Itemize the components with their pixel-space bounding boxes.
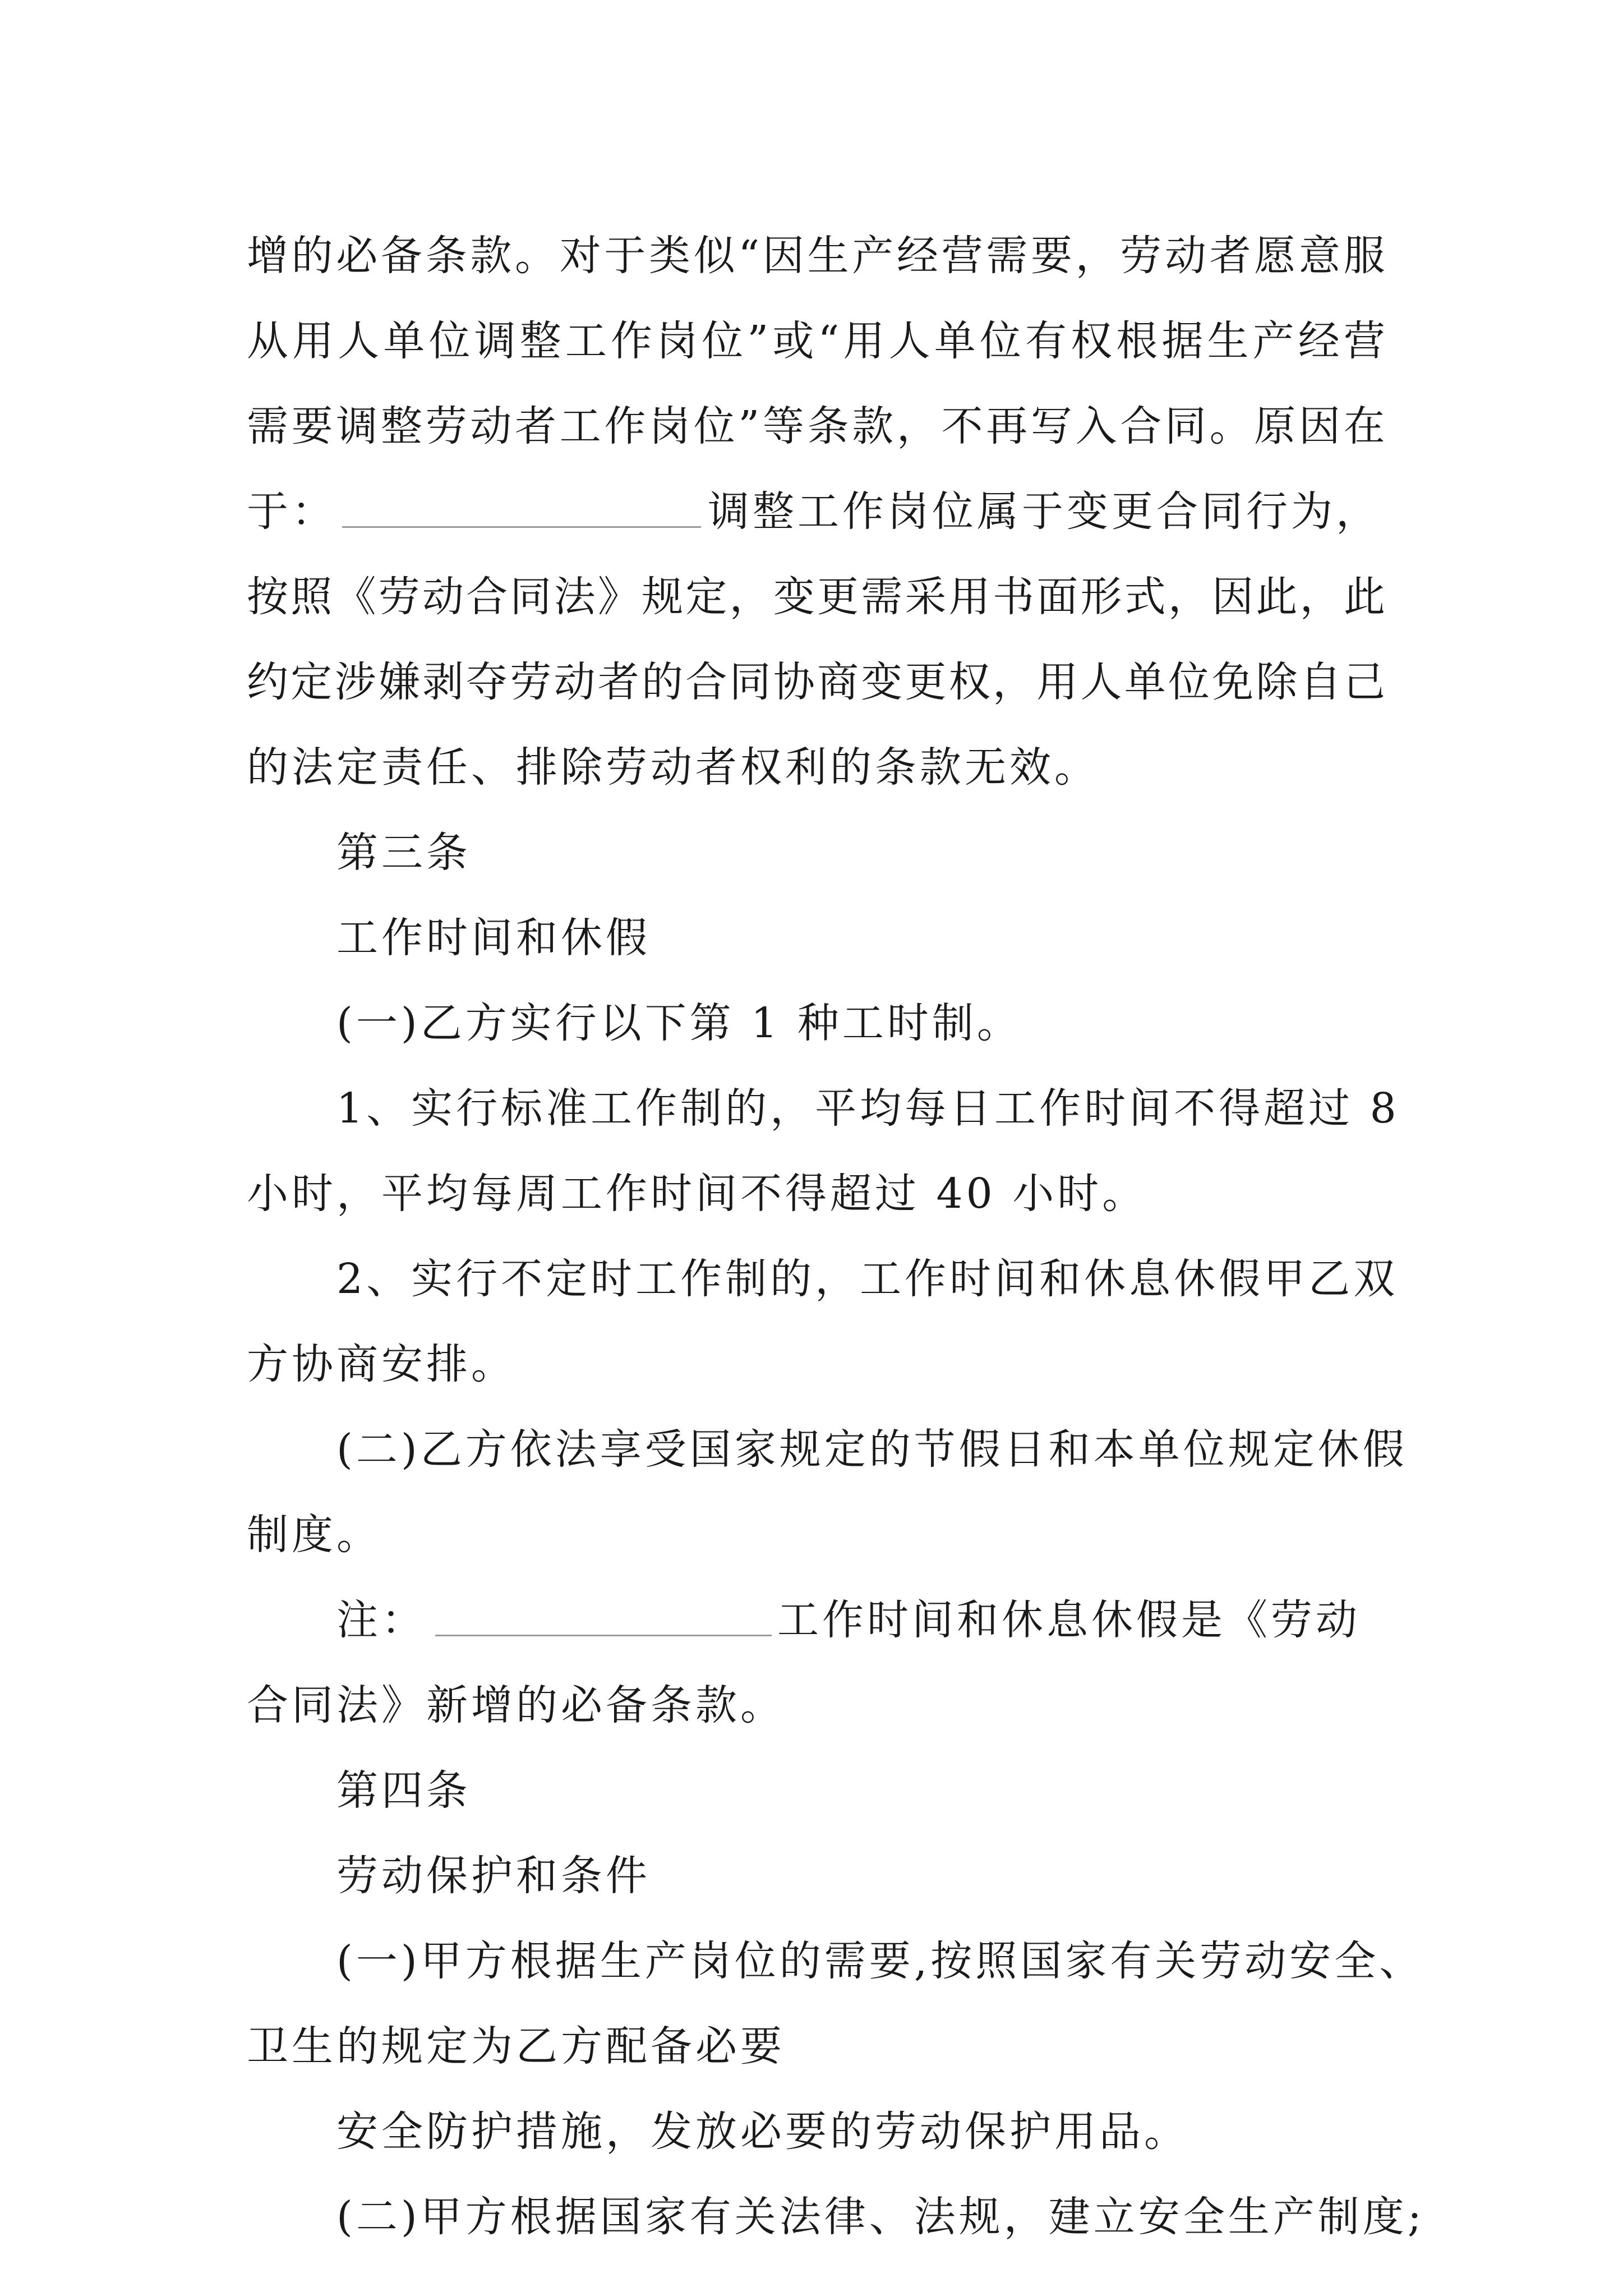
paragraph-line: 卫生的规定为乙方配备必要	[247, 2022, 785, 2070]
article-title: 劳动保护和条件	[336, 1852, 651, 1900]
paragraph-line: 需 要 调 整 劳 动 者 工 作 岗 位 ” 等 条 款 ， 不 再 写 入 合 同 。 原 因 在	[247, 402, 1385, 450]
paragraph-line: 方协商安排。	[247, 1340, 516, 1388]
note-line-with-blank	[247, 1577, 1385, 1663]
clause-line: (一)甲方根据生产岗位的需要,按照国家有关劳动安全、	[336, 1937, 1424, 1985]
paragraph-line: 合同法》新增的必备条款。	[247, 1681, 785, 1729]
clause-line: (一)乙方实行以下第 1 种工时制。	[336, 999, 1022, 1047]
article-title: 工作时间和休假	[336, 914, 651, 962]
note-prefix-text: 注：	[336, 1596, 426, 1644]
clause-line: 2、实行不定时工作制的，工作时间和休息休假甲乙双	[336, 1255, 1399, 1303]
fill-in-blank[interactable]	[435, 1593, 772, 1636]
line-suffix-text: 调整工作岗位属于变更合同行为，	[708, 487, 1381, 536]
paragraph-line: 小时，平均每周工作时间不得超过 40 小时。	[247, 1170, 1147, 1218]
paragraph-line: 的法定责任、排除劳动者权利的条款无效。	[247, 743, 1099, 792]
paragraph-line: 约 定 涉 嫌 剥 夺 劳 动 者 的 合 同 协 商 变 更 权 ， 用 人 单 位 免 除 自 己	[247, 658, 1385, 706]
clause-line: (二)乙方依法享受国家规定的节假日和本单位规定休假	[336, 1425, 1408, 1474]
paragraph-line-with-blank	[247, 469, 1385, 554]
note-suffix-text: 工作时间和休息休假是《劳动	[777, 1596, 1361, 1644]
article-heading: 第四条	[336, 1766, 471, 1815]
article-heading: 第三条	[336, 829, 471, 877]
paragraph-line: 按 照 《 劳 动 合 同 法 》 规 定 ， 变 更 需 采 用 书 面 形 式 ， 因 此 ， 此	[247, 573, 1385, 621]
paragraph-line: 增 的 必 备 条 款 。 对 于 类 似 “ 因 生 产 经 营 需 要 ， 劳 动 者 愿 意 服	[247, 232, 1385, 280]
fill-in-blank[interactable]	[342, 485, 701, 528]
document-body	[247, 213, 1425, 2260]
line-prefix-text: 于：	[247, 487, 336, 536]
paragraph-line: 从 用 人 单 位 调 整 工 作 岗 位 ” 或 “ 用 人 单 位 有 权 根 据 生 产 经 营	[247, 317, 1385, 365]
clause-line: 安全防护措施，发放必要的劳动保护用品。	[336, 2108, 1189, 2156]
paragraph-line: 制度。	[247, 1511, 381, 1559]
clause-line: 1、实行标准工作制的，平均每日工作时间不得超过 8	[336, 1084, 1400, 1133]
clause-line: (二)甲方根据国家有关法律、法规，建立安全生产制度;	[336, 2193, 1425, 2241]
